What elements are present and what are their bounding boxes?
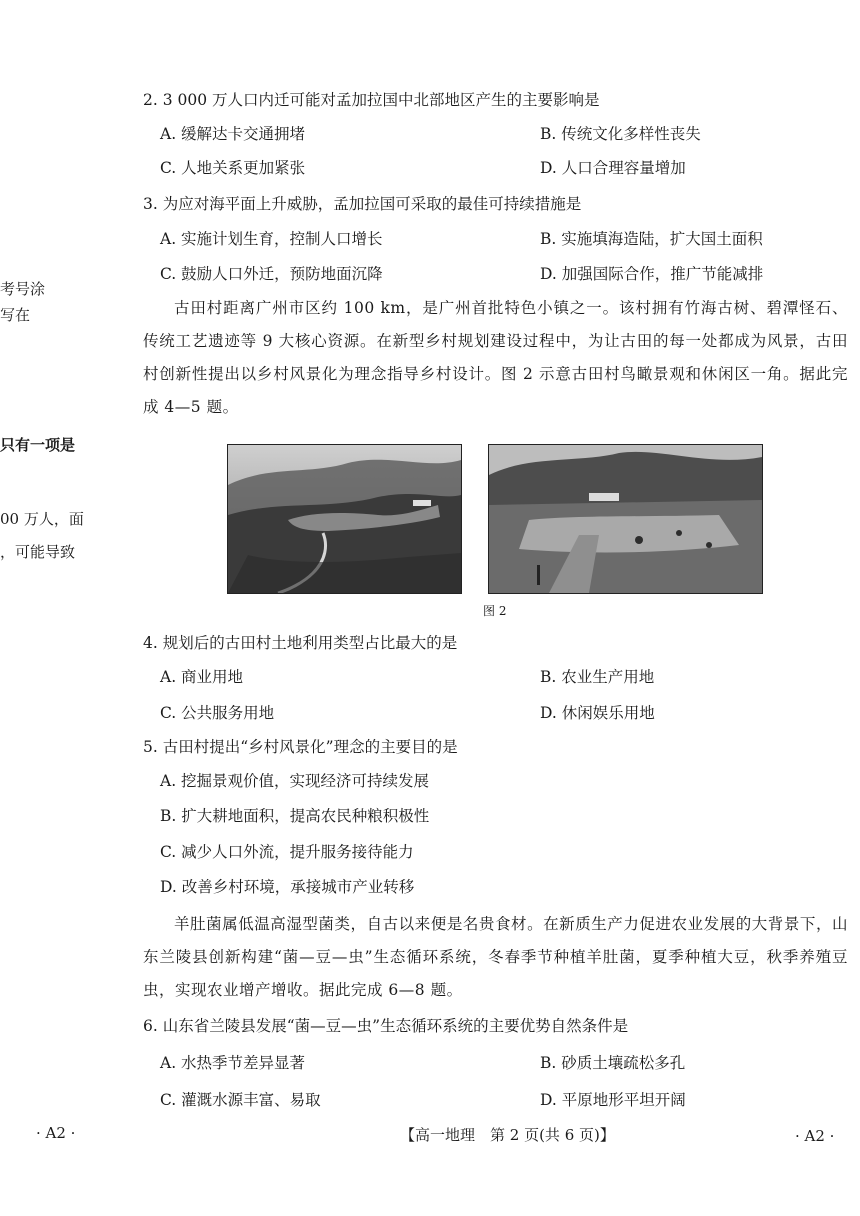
passage-morel: 羊肚菌属低温高湿型菌类，自古以来便是名贵食材。在新质生产力促进农业发展的大背景下，山东兰陵县创新构建“菌—豆—虫”生态循环系统，冬春季节种植羊肚菌，夏季种植大豆，秋季养殖豆虫，实现农业增产增收。据此完成 6—8 题。 — [143, 915, 848, 999]
page-footer: 【高一地理 第 2 页(共 6 页)】 — [400, 1126, 615, 1144]
question-6-stem: 6. 山东省兰陵县发展“菌—豆—虫”生态循环系统的主要优势自然条件是 — [143, 1017, 629, 1035]
side-fragment: 00 万人，面 — [0, 510, 84, 528]
side-fragment: ，可能导致 — [0, 543, 76, 561]
question-6-option-b: B. 砂质土壤疏松多孔 — [540, 1054, 686, 1072]
side-fragment: 考号涂 — [0, 280, 46, 298]
question-4-option-b: B. 农业生产用地 — [540, 668, 655, 686]
question-5-option-a: A. 挖掘景观价值，实现经济可持续发展 — [160, 772, 430, 790]
page-marker-right: · A2 · — [795, 1127, 835, 1145]
question-2-option-c: C. 人地关系更加紧张 — [160, 159, 306, 177]
question-3-option-c: C. 鼓励人口外迁，预防地面沉降 — [160, 265, 383, 283]
question-2-option-b: B. 传统文化多样性丧失 — [540, 125, 701, 143]
question-5-option-d: D. 改善乡村环境，承接城市产业转移 — [160, 878, 415, 896]
question-6-option-a: A. 水热季节差异显著 — [160, 1054, 306, 1072]
side-fragment: 只有一项是 — [0, 436, 76, 454]
question-6-option-d: D. 平原地形平坦开阔 — [540, 1091, 686, 1109]
question-2-stem: 2. 3 000 万人口内迁可能对孟加拉国中北部地区产生的主要影响是 — [143, 91, 600, 109]
question-3-option-a: A. 实施计划生育，控制人口增长 — [160, 230, 383, 248]
question-3-option-b: B. 实施填海造陆，扩大国土面积 — [540, 230, 763, 248]
question-6-option-c: C. 灌溉水源丰富、易取 — [160, 1091, 321, 1109]
question-4-option-d: D. 休闲娱乐用地 — [540, 704, 655, 722]
page-marker-left: · A2 · — [36, 1124, 76, 1142]
leisure-area-photo — [488, 444, 763, 594]
question-4-option-c: C. 公共服务用地 — [160, 704, 275, 722]
question-4-stem: 4. 规划后的古田村土地利用类型占比最大的是 — [143, 634, 458, 652]
figure-2-caption: 图 2 — [483, 604, 507, 618]
question-2-option-d: D. 人口合理容量增加 — [540, 159, 686, 177]
question-4-option-a: A. 商业用地 — [160, 668, 244, 686]
passage-gutian: 古田村距离广州市区约 100 km，是广州首批特色小镇之一。该村拥有竹海古树、碧潭怪石、传统工艺遗迹等 9 大核心资源。在新型乡村规划建设过程中，为让古田的每一处都成为风景，古田村创新性提出以乡村风景化为理念指导乡村设计。图 2 示意古田村鸟瞰景观和休闲区一角。据此完成 4—5 题。 — [143, 299, 848, 416]
side-fragment: 写在 — [0, 306, 31, 324]
question-5-option-c: C. 减少人口外流，提升服务接待能力 — [160, 843, 414, 861]
question-5-stem: 5. 古田村提出“乡村风景化”理念的主要目的是 — [143, 738, 458, 756]
question-5-option-b: B. 扩大耕地面积，提高农民种粮积极性 — [160, 807, 430, 825]
question-3-stem: 3. 为应对海平面上升威胁，孟加拉国可采取的最佳可持续措施是 — [143, 195, 582, 213]
question-3-option-d: D. 加强国际合作，推广节能减排 — [540, 265, 764, 283]
question-2-option-a: A. 缓解达卡交通拥堵 — [160, 125, 306, 143]
aerial-village-photo — [227, 444, 462, 594]
